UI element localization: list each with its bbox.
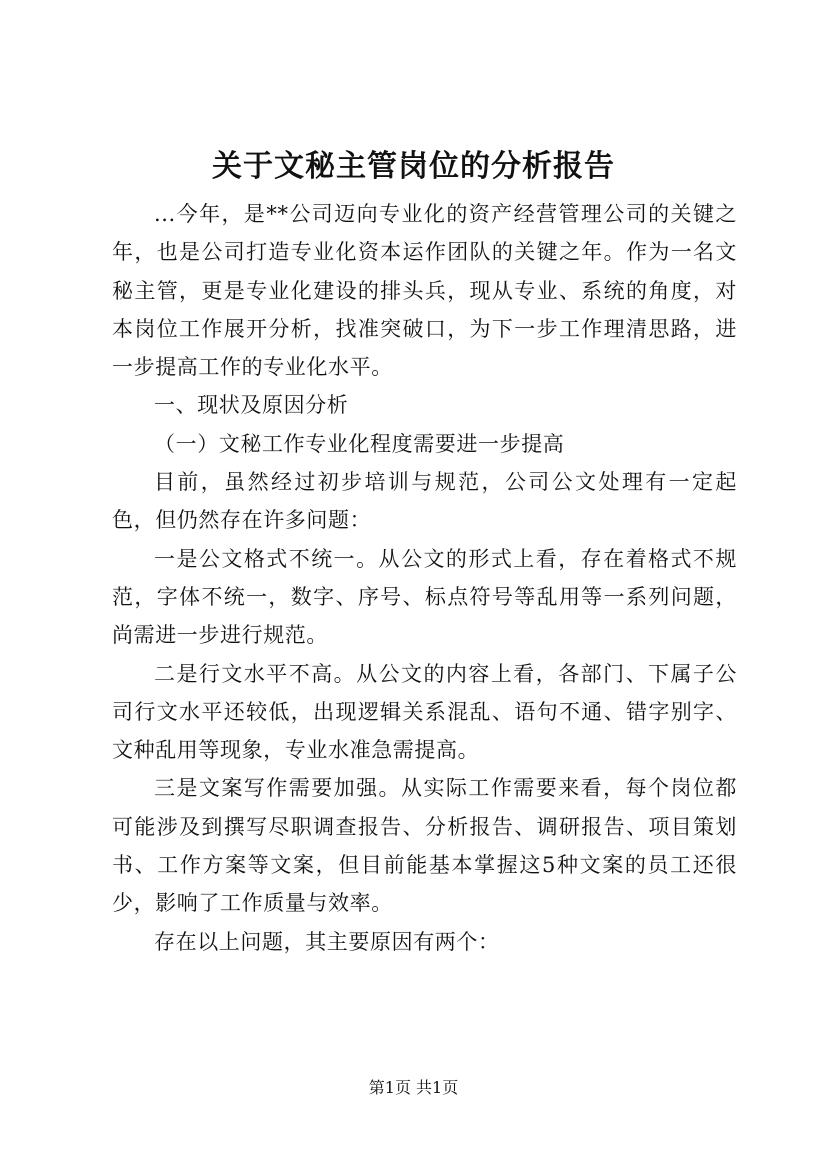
paragraph-current-status: 目前，虽然经过初步培训与规范，公司公文处理有一定起色，但仍然存在许多问题： bbox=[112, 470, 737, 533]
document-title: 关于文秘主管岗位的分析报告 bbox=[212, 149, 615, 184]
heading-section-1: 一、现状及原因分析 bbox=[154, 393, 349, 418]
document-body bbox=[112, 195, 737, 961]
paragraph-issue-copywriting: 三是文案写作需要加强。从实际工作需要来看，每个岗位都可能涉及到撰写尽职调查报告、分析报告、调研报告、项目策划书、工作方案等文案，但目前能基本掌握这5种文案的员工还很少，影响了工作质量与效率。 bbox=[112, 776, 737, 916]
heading-subsection-1: （一）文秘工作专业化程度需要进一步提高 bbox=[154, 431, 565, 456]
page-footer: 第1页 共1页 bbox=[368, 1078, 459, 1097]
paragraph-issue-format: 一是公文格式不统一。从公文的形式上看，存在着格式不规范，字体不统一，数字、序号、标点符号等乱用等一系列问题，尚需进一步进行规范。 bbox=[112, 546, 737, 648]
paragraph-intro: ...今年，是**公司迈向专业化的资产经营管理公司的关键之年，也是公司打造专业化资本运作团队的关键之年。作为一名文秘主管，更是专业化建设的排头兵，现从专业、系统的角度，对本岗位工作展开分析，找准突破口，为下一步工作理清思路，进一步提高工作的专业化水平。 bbox=[112, 202, 737, 380]
paragraph-causes: 存在以上问题，其主要原因有两个： bbox=[154, 929, 500, 954]
paragraph-issue-writing-level: 二是行文水平不高。从公文的内容上看，各部门、下属子公司行文水平还较低，出现逻辑关系混乱、语句不通、错字别字、文种乱用等现象，专业水准急需提高。 bbox=[112, 661, 737, 763]
